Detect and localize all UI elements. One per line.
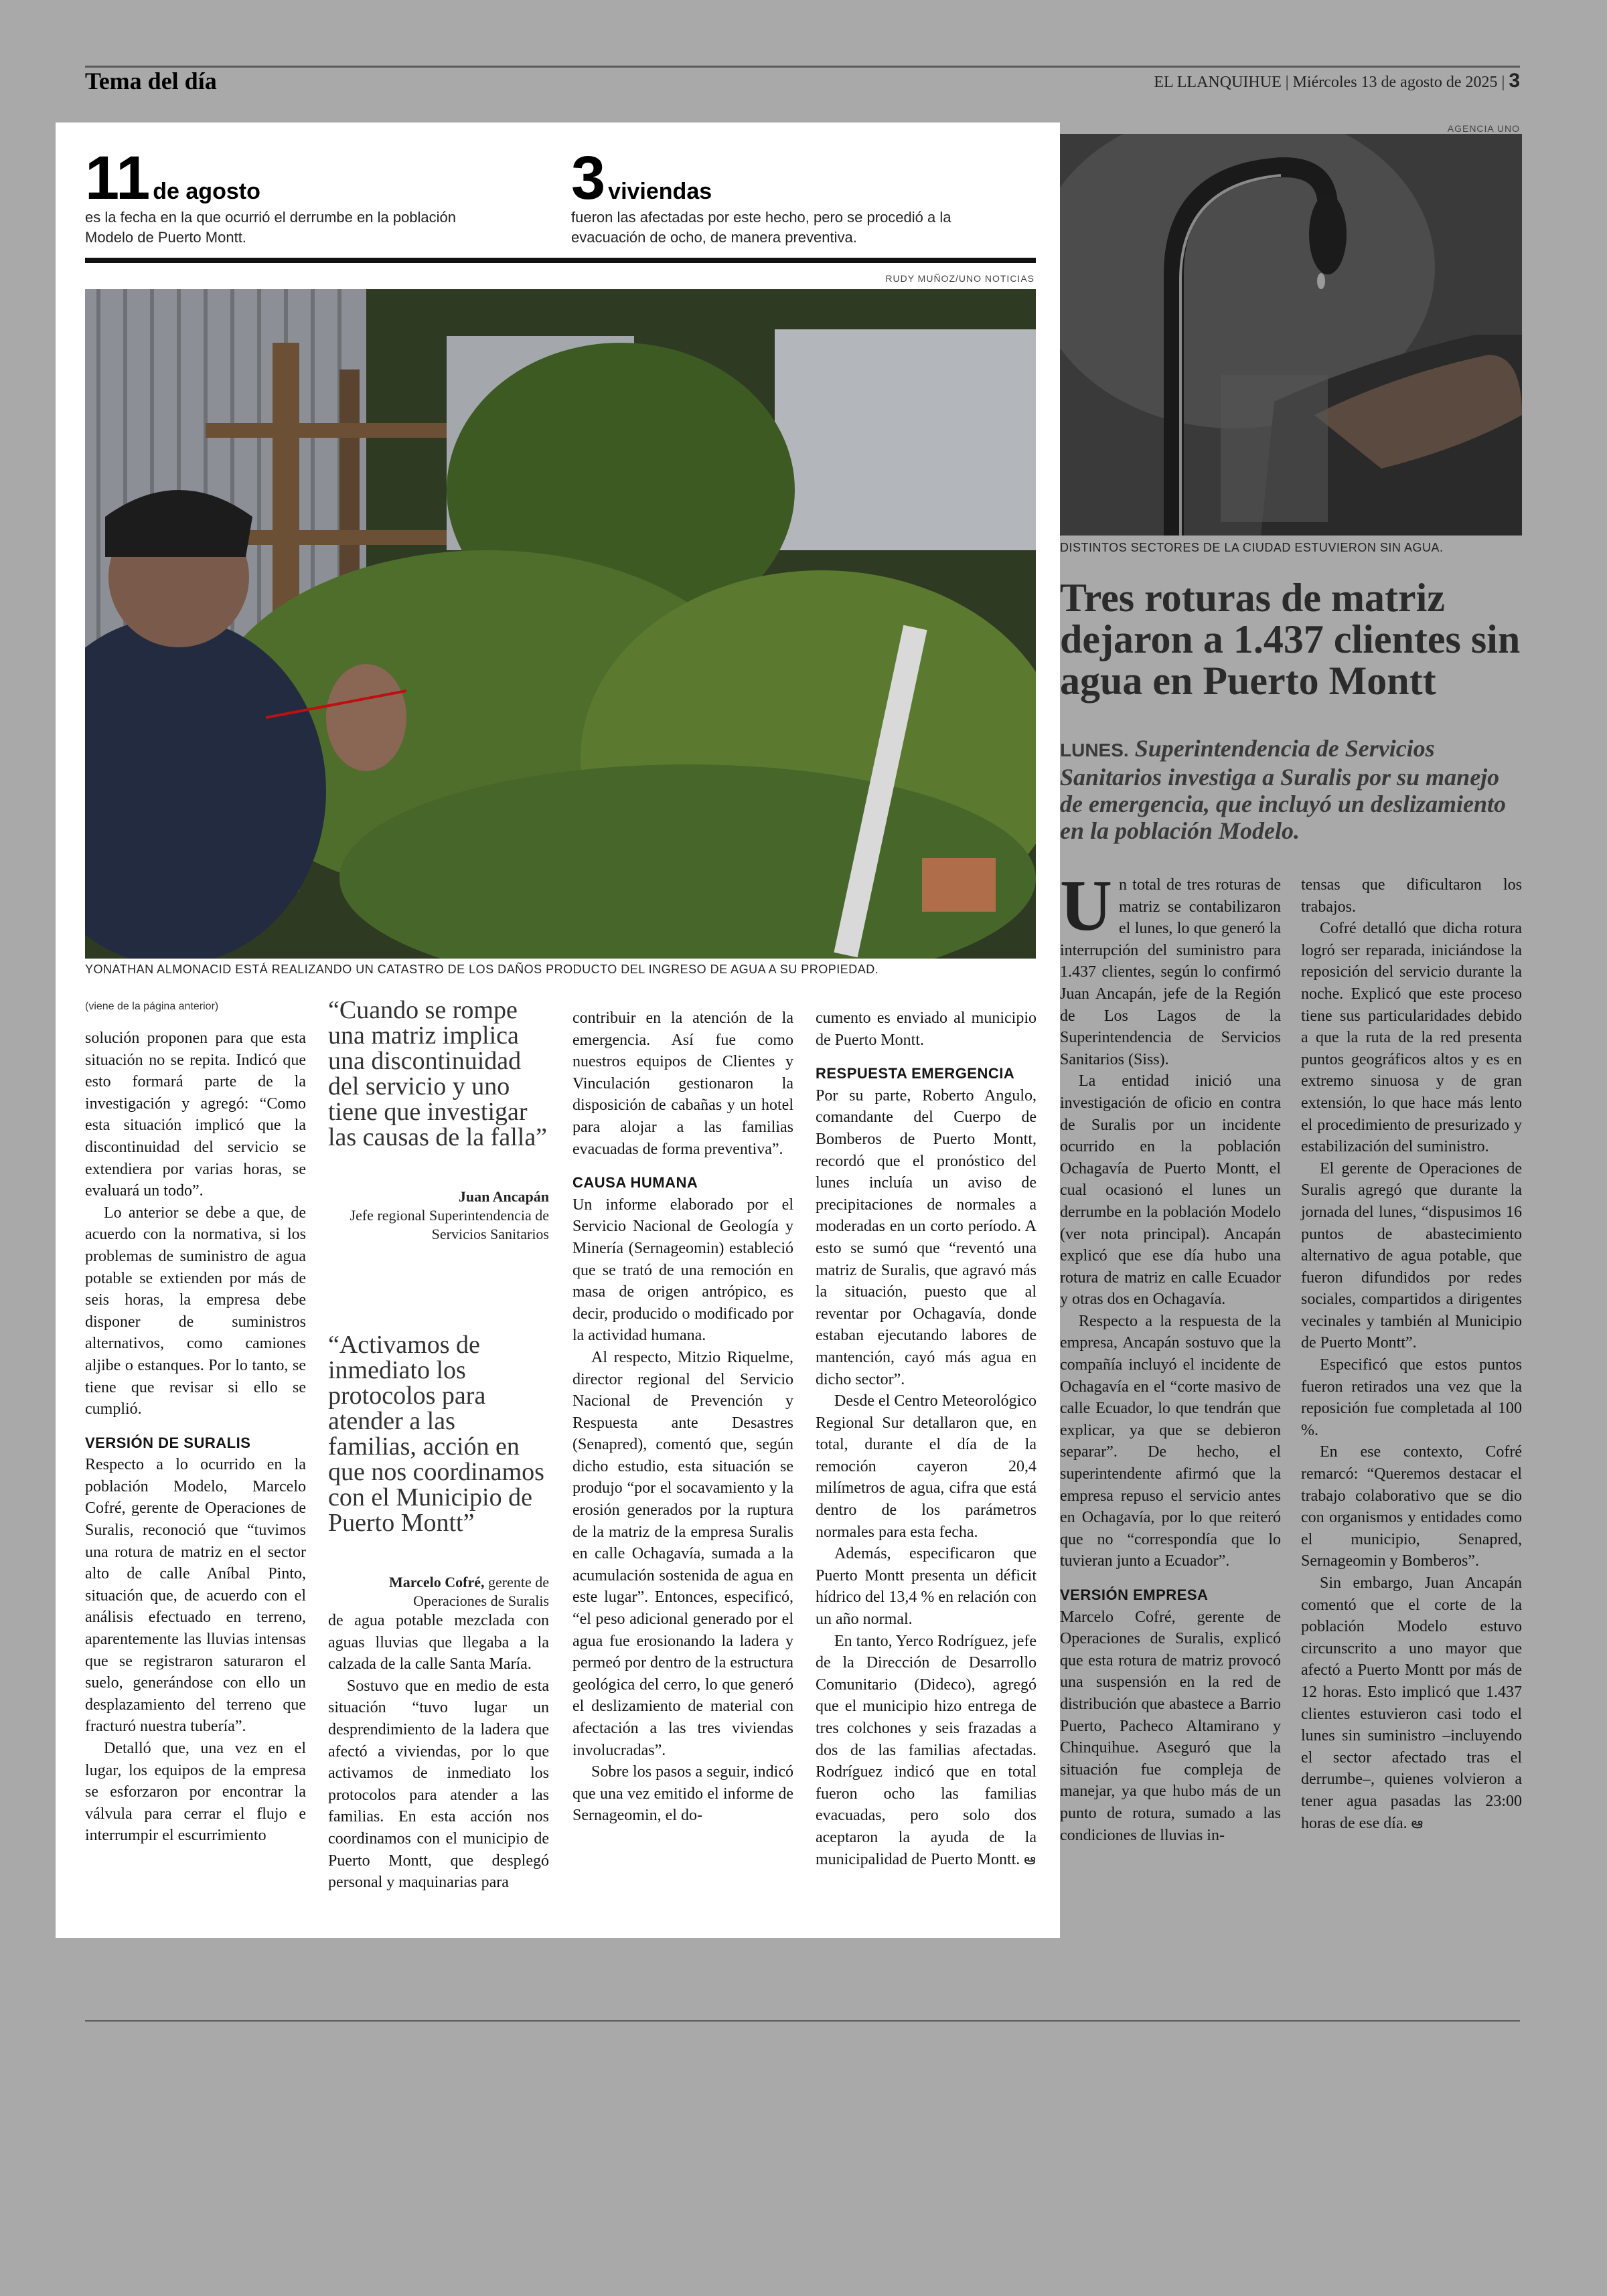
paragraph: de agua potable mezclada con aguas lluvias que llegaba a la calzada de la calle Santa María. xyxy=(328,1612,549,1673)
paragraph: Sostuvo que en medio de esta situación “tuvo lugar un desprendimiento de la ladera que afectó a viviendas, por lo que activamos de inmediato los protocolos para atender a las familias. En esta acción nos coordinamos con el municipio de Puerto Montt, que desplegó personal y maquinarias para xyxy=(328,1677,549,1892)
paragraph: Sin embargo, Juan Ancapán comentó que el corte de la población Modelo estuvo circunscrito a uno mayor que afectó a Puerto Montt por más de 12 horas. Esto implicó que 1.437 clientes estuvieron casi todo el lunes sin suministro –incluyendo el sector afectado tras el derrumbe–, quienes volvieron a tener agua pasadas las 23:00 horas de ese día. ఆ xyxy=(1301,1574,1522,1832)
stat-number: 11 xyxy=(85,144,151,212)
paragraph: Al respecto, Mitzio Riquelme, director regional del Servicio Nacional de Prevención y Respuesta ante Desastres (Senapred), comentó que, según dicho estudio, esta situación se produjo “por el socavamiento y la erosión generados por la ruptura de la matriz de la empresa Suralis en calle Ochagavía, sumada a la acumulación sostenida de agua en este lugar”. Entonces, especificó, “el peso adicional generado por el agua fue erosionando la ladera y permeó por dentro de la estructura geológica del cerro, lo que generó el deslizamiento de material con afectación a las tres viviendas involucradas”. xyxy=(572,1348,793,1759)
garden-landslide-image xyxy=(85,289,1036,959)
end-mark-icon: ఆ xyxy=(1411,1815,1424,1832)
quote-attribution xyxy=(328,1573,549,1611)
main-photo-caption: YONATHAN ALMONACID ESTÁ REALIZANDO UN CATASTRO DE LOS DAÑOS PRODUCTO DEL INGRESO DE AGUA A SU PROPIEDAD. xyxy=(85,963,879,976)
paragraph: Desde el Centro Meteorológico Regional Sur detallaron que, en total, durante el día de la remoción cayeron 20,4 milímetros de agua, cifra que está dentro de los parámetros normales para esta fecha. xyxy=(816,1392,1037,1541)
paragraph: Respecto a la respuesta de la empresa, Ancapán sostuvo que la compañía incluyó el incidente de Ochagavía en el “corte masivo de calle Ecuador, lo que tendrán que explicar, ya que se debieron separar”. De hecho, el superintendente afirmó que la empresa repuso el servicio antes en Ochagavía, por lo que reiteró que no “correspondía que lo tuvieran junto a Ecuador”. xyxy=(1060,1312,1281,1570)
paragraph: Lo anterior se debe a que, de acuerdo con la normativa, si los problemas de suministro de agua potable se extienden por más de seis horas, la empresa debe disponer de suministros alternativos, como camiones aljibe o estanques. Por lo tanto, se tiene que revisar si ello se cumplió. xyxy=(85,1204,306,1418)
left-article-col-3 xyxy=(572,1007,793,1827)
article-deck xyxy=(1060,735,1522,844)
newspaper-name: EL LLANQUIHUE xyxy=(1154,74,1282,91)
paragraph: Un total de tres roturas de matriz se contabilizaron el lunes, lo que generó la interrupción del suministro para 1.437 clientes, según lo confirmó Juan Ancapán, jefe de la Región de Los Lagos de la Superintendencia de Servicios Sanitarios (Siss). xyxy=(1060,866,1281,1068)
paragraph: Además, especificaron que Puerto Montt presenta un déficit hídrico del 13,4 % en relación con un año normal. xyxy=(816,1545,1037,1629)
stat-homes xyxy=(571,144,986,248)
stats-divider xyxy=(85,258,1036,263)
page-header-info: EL LLANQUIHUE | Miércoles 13 de agosto de 2025 | 3 xyxy=(1154,70,1520,92)
quote-attribution xyxy=(328,1187,549,1244)
stat-description: es la fecha en la que ocurrió el derrumbe en la población Modelo de Puerto Montt. xyxy=(85,209,457,246)
subheading: CAUSA HUMANA xyxy=(572,1174,698,1192)
side-photo-caption: DISTINTOS SECTORES DE LA CIUDAD ESTUVIERON SIN AGUA. xyxy=(1060,541,1444,554)
side-photo-credit: AGENCIA UNO xyxy=(1447,123,1520,134)
quote-name: Juan Ancapán xyxy=(458,1188,549,1205)
paragraph: Detalló que, una vez en el lugar, los equipos de la empresa se esforzaron por encontrar la válvula para cerrar el flujo e interrumpir el escurrimiento xyxy=(85,1740,306,1845)
paragraph: En ese contexto, Cofré remarcó: “Queremos destacar el trabajo colaborativo que se dio con organismos y entidades como el municipio, Senapred, Sernageomin y Bomberos”. xyxy=(1301,1443,1522,1570)
left-article-col-4 xyxy=(816,1007,1037,1871)
subheading: VERSIÓN DE SURALIS xyxy=(85,1434,251,1451)
right-article-col-1 xyxy=(1060,866,1281,1846)
paragraph: Especificó que estos puntos fueron retirados una vez que la reposición fue completada al 100 %. xyxy=(1301,1356,1522,1439)
photo-credit: RUDY MUÑOZ/UNO NOTICIAS xyxy=(885,273,1035,284)
main-photo xyxy=(85,289,1036,959)
paragraph: Sobre los pasos a seguir, indicó que una vez emitido el informe de Sernageomin, el do- xyxy=(572,1763,793,1825)
paragraph: cumento es enviado al municipio de Puerto Montt. xyxy=(816,1009,1037,1049)
article-headline: Tres roturas de matriz dejaron a 1.437 clientes sin agua en Puerto Montt xyxy=(1060,576,1521,703)
subheading: VERSIÓN EMPRESA xyxy=(1060,1586,1209,1603)
stat-description: fueron las afectadas por este hecho, pero se procedió a la evacuación de ocho, de manera preventiva. xyxy=(571,209,951,246)
right-article-col-2 xyxy=(1301,874,1522,1835)
paragraph: El gerente de Operaciones de Suralis agregó que durante la jornada del lunes, “dispusimos 16 puntos de abastecimiento alternativo de agua potable, que fueron difundidos por redes sociales, compartidos a dirigentes vecinales y también al Municipio de Puerto Montt”. xyxy=(1301,1159,1522,1352)
deck-kicker: LUNES. xyxy=(1060,740,1129,760)
stat-date xyxy=(85,144,460,248)
bottom-rule xyxy=(85,2020,1520,2022)
paragraph: La entidad inició una investigación de oficio en contra de Suralis por un incidente ocurrido en la población Ochagavía de Puerto Montt, el cual ocasionó el lunes un derrumbe en la población Modelo (ver nota principal). Ancapán explicó que ese día hubo una rotura de matriz en calle Ecuador y otras dos en Ochagavía. xyxy=(1060,1072,1281,1309)
water-faucet-image xyxy=(1060,134,1522,536)
paragraph: En tanto, Yerco Rodríguez, jefe de la Dirección de Desarrollo Comunitario (Dideco), agregó que el municipio hizo entrega de tres colchones y seis frazadas a dos de las familias afectadas. Rodríguez indicó que en total fueron ocho las familias evacuadas, pero solo dos aceptaron la ayuda de la municipalidad de Puerto Montt. ఆ xyxy=(816,1632,1037,1868)
section-label: Tema del día xyxy=(85,68,217,94)
issue-date: Miércoles 13 de agosto de 2025 xyxy=(1292,74,1498,91)
paragraph: tensas que dificultaron los trabajos. xyxy=(1301,876,1522,916)
paragraph: Marcelo Cofré, gerente de Operaciones de Suralis, explicó que esta rotura de matriz provocó una suspensión en la red de distribución que abastece a Barrio Puerto, Pacheco Altamirano y Chinquihue. Aseguró que la situación fue compleja de manejar, ya que hubo más de un punto de rotura, sumado a las condiciones de lluvias in- xyxy=(1060,1608,1281,1844)
paragraph: Cofré detalló que dicha rotura logró ser reparada, iniciándose la reposición del servicio durante la noche. Explicó que este proceso tiene sus particularidades debido a que la ruta de la red presenta puntos geográficos altos y es en extremo sinuosa y de gran extensión, lo que hace más lento el procedimiento de presurizado y estabilización del suministro. xyxy=(1301,920,1522,1156)
drop-cap: U xyxy=(1060,866,1112,946)
pull-quote-cofre xyxy=(328,1332,549,1611)
left-article-col-2 xyxy=(328,1610,549,1894)
paragraph: solución proponen para que esta situación no se repita. Indicó que esto formará parte de la investigación y agregó: “Como esta situación implicó que la discontinuidad del servicio se extendiera por varias horas, se evaluará un todo”. xyxy=(85,1030,306,1200)
paragraph: Por su parte, Roberto Angulo, comandante del Cuerpo de Bomberos de Puerto Montt, recordó que el pronóstico del lunes incluía un aviso de precipitaciones de normales a moderadas en un corto período. A esto se sumó que “reventó una matriz de Suralis, que agravó más la situación, puesto que al reventar por Ochagavía, donde estaban ejecutando labores de mantención, cayó más agua en dicho sector”. xyxy=(816,1086,1037,1388)
subheading: RESPUESTA EMERGENCIA xyxy=(816,1065,1015,1082)
stat-number: 3 xyxy=(571,144,606,212)
paragraph: Respecto a lo ocurrido en la población Modelo, Marcelo Cofré, gerente de Operaciones de Suralis, reconoció que “tuvimos una rotura de matriz en el sector alto de calle Aníbal Pinto, situación que, de acuerdo con el análisis efectuado en terreno, aparentemente las lluvias intensas que se registraron saturaron el suelo, generándose con ello un desplazamiento del terreno que fracturó nuestra tubería”. xyxy=(85,1456,306,1736)
quote-text: “Activamos de inmediato los protocolos para atender a las familias, acción en que nos coordinamos con el Municipio de Puerto Montt” xyxy=(328,1331,544,1537)
continued-note: (viene de la página anterior) xyxy=(85,1001,219,1012)
paragraph: contribuir en la atención de la emergencia. Así fue como nuestros equipos de Clientes y Vinculación gestionaron la disposición de cabañas y un hotel para alojar a las familias evacuadas de forma preventiva”. xyxy=(572,1009,793,1158)
stat-unit: viviendas xyxy=(608,179,712,204)
quote-name: Marcelo Cofré, xyxy=(388,1574,485,1590)
paragraph: Un informe elaborado por el Servicio Nacional de Geología y Minería (Sernageomin) estableció que se trató de una remoción en masa de origen antrópico, es decir, producido o modificado por la actividad humana. xyxy=(572,1196,793,1345)
deck-text: Superintendencia de Servicios Sanitarios investiga a Suralis por su manejo de emergencia, que incluyó un deslizamiento en la población Modelo. xyxy=(1060,735,1506,844)
stat-unit: de agosto xyxy=(153,179,260,204)
page-number: 3 xyxy=(1509,70,1520,92)
quote-text: “Cuando se rompe una matriz implica una discontinuidad del servicio y uno tiene que investigar las causas de la falla” xyxy=(328,996,548,1151)
top-rule xyxy=(85,66,1520,68)
left-article-col-1 xyxy=(85,1028,306,1847)
pull-quote-ancapan xyxy=(328,997,549,1244)
quote-role: gerente de Operaciones de Suralis xyxy=(413,1574,549,1609)
end-mark-icon: ఆ xyxy=(1024,1851,1036,1868)
side-photo xyxy=(1060,134,1522,536)
quote-role: Jefe regional Superintendencia de Servicios Sanitarios xyxy=(350,1207,549,1242)
